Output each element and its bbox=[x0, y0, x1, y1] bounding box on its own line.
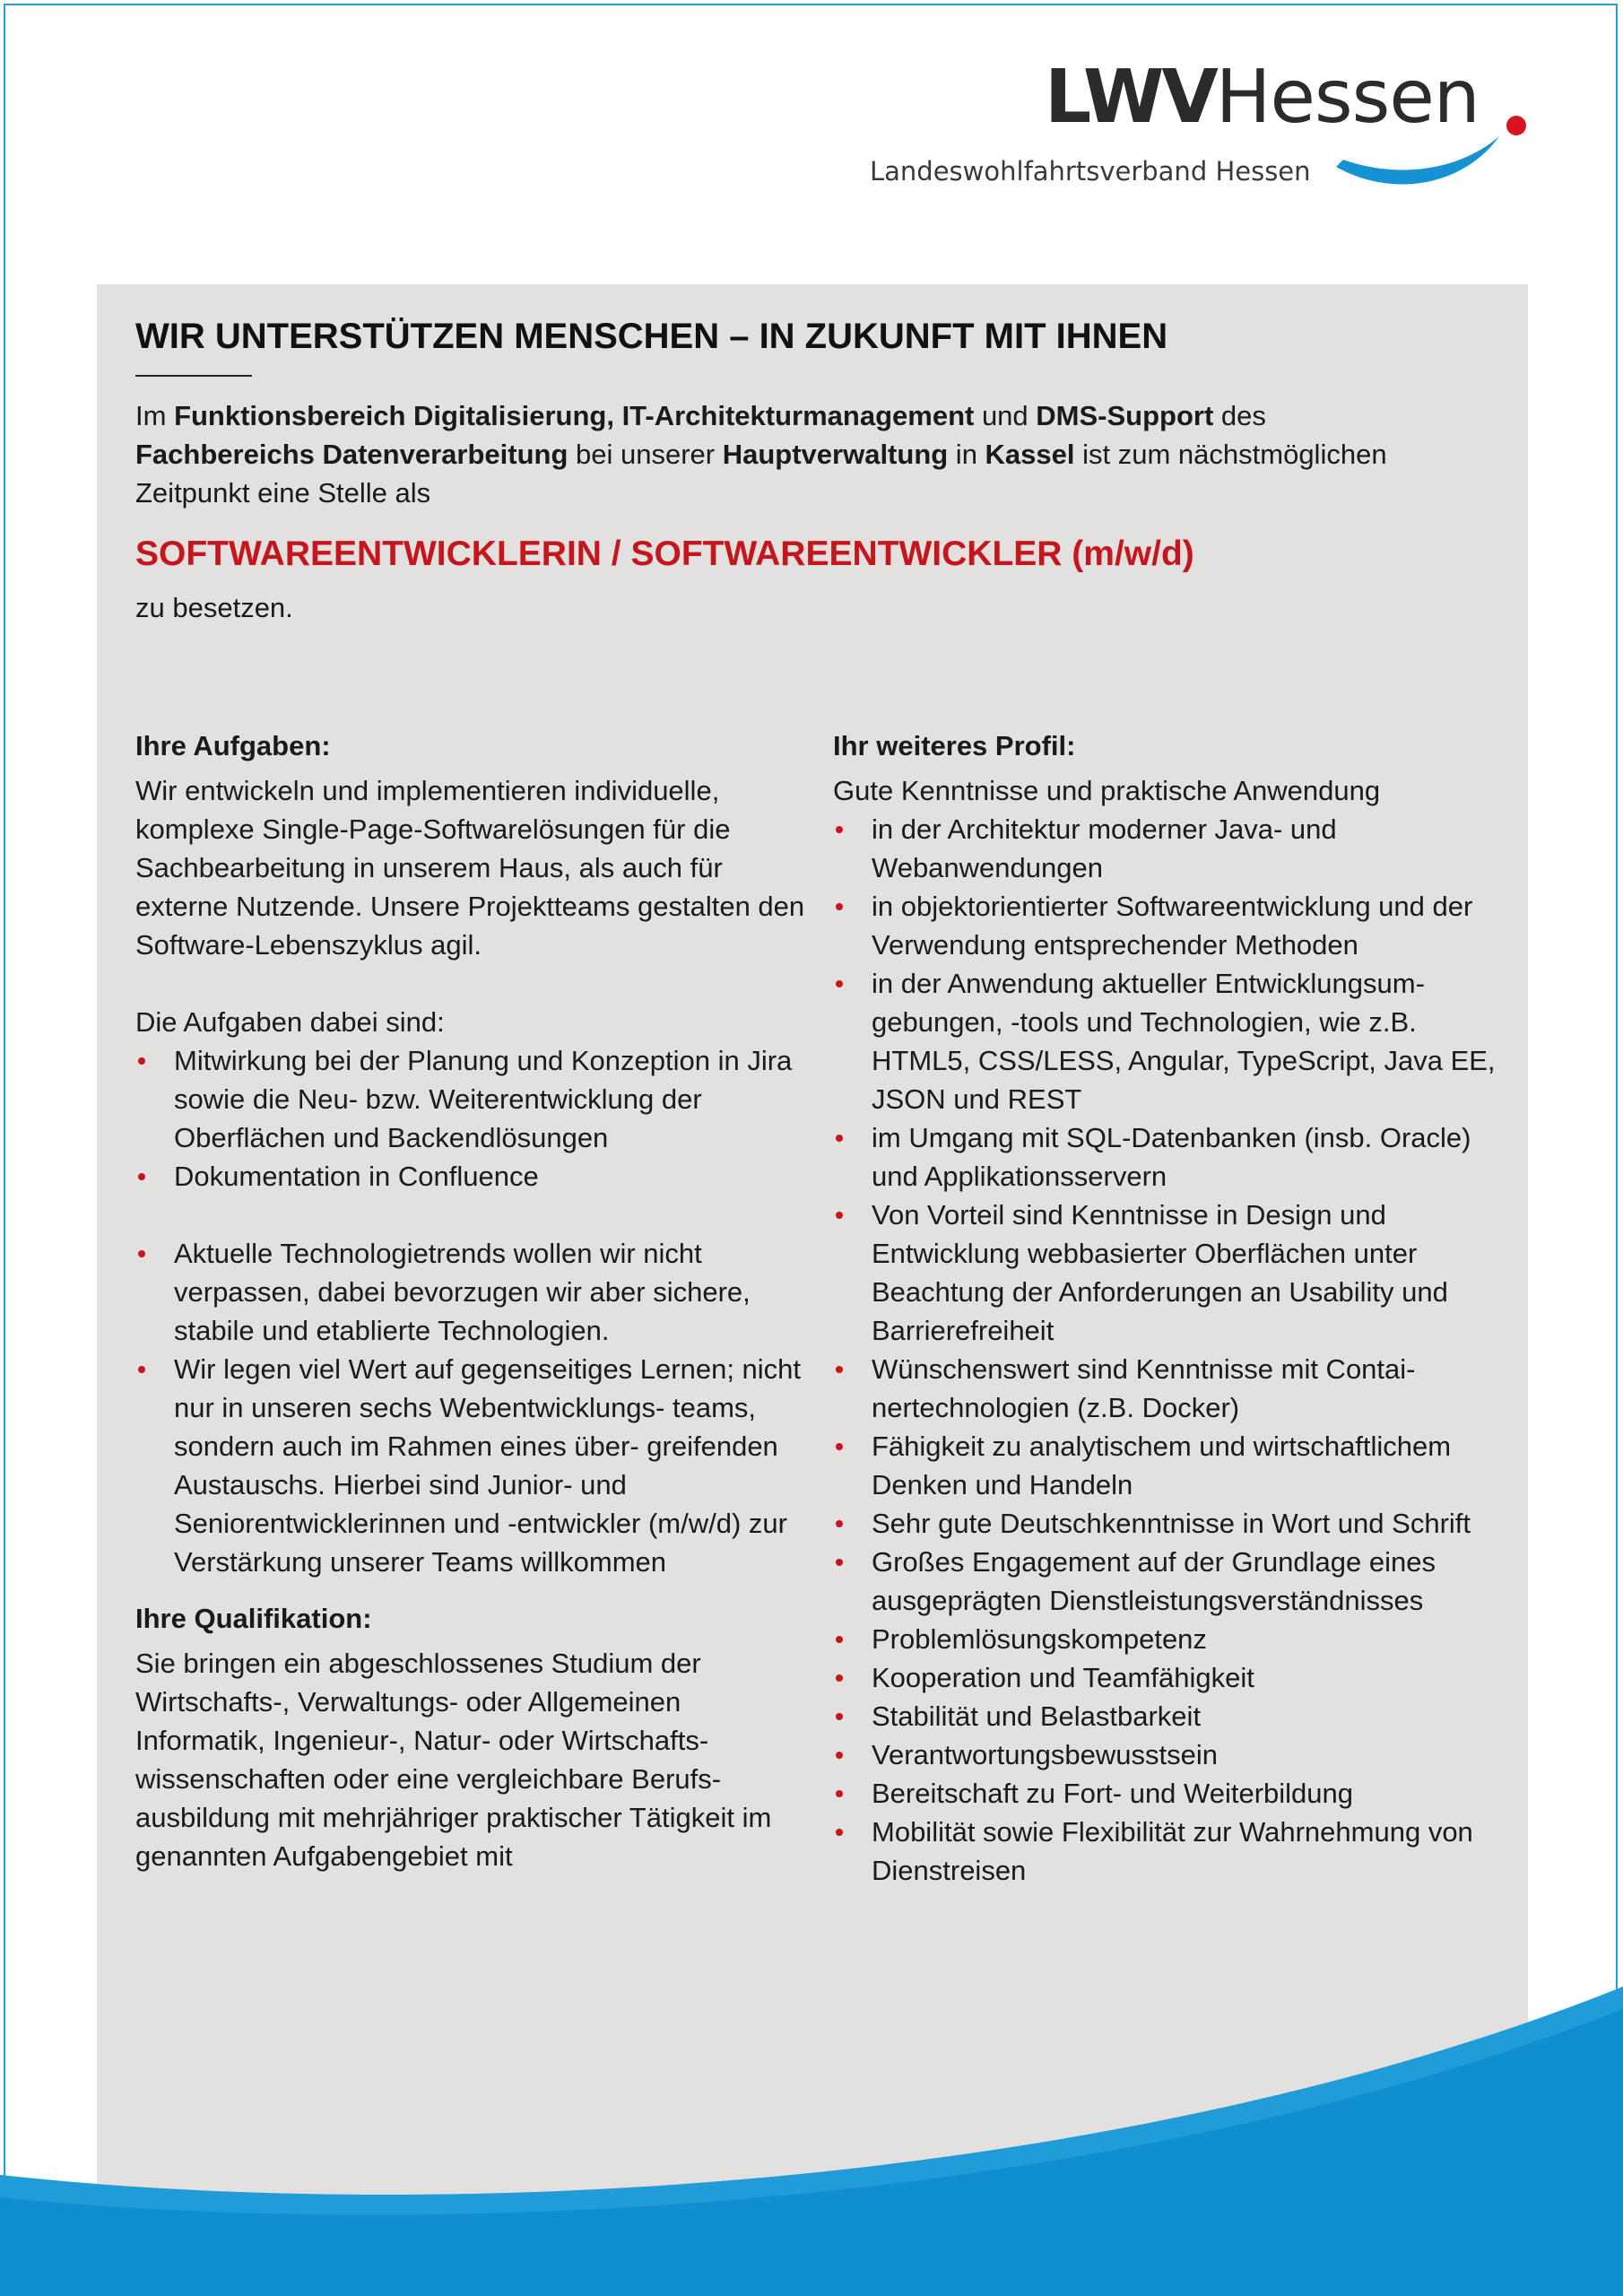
job-title: SOFTWAREENTWICKLERIN / SOFTWAREENTWICKLER (m/w/d) bbox=[135, 535, 1194, 573]
list-item: Dokumentation in Confluence bbox=[135, 1157, 817, 1196]
lwv-hessen-logo bbox=[861, 54, 1542, 206]
list-item: Stabilität und Belastbarkeit bbox=[833, 1697, 1497, 1735]
header-section bbox=[135, 314, 1498, 627]
list-item: Aktuelle Technologietrends wollen wir nicht verpassen, dabei bevorzugen wir aber sichere, stabile und etablierte Technologien. bbox=[135, 1234, 817, 1350]
profil-heading: Ihr weiteres Profil: bbox=[833, 730, 1076, 761]
list-item: Großes Engagement auf der Grundlage eines ausgeprägten Dienstleistungsverständnisses bbox=[833, 1543, 1497, 1620]
aufgaben-subheading: Die Aufgaben dabei sind: bbox=[135, 1006, 445, 1038]
list-item: in der Architektur moderner Java- und Webanwendungen bbox=[833, 810, 1497, 887]
left-column bbox=[135, 726, 817, 1875]
profil-list bbox=[833, 810, 1497, 1890]
list-item: im Umgang mit SQL-Datenbanken (insb. Oracle) und Applikationsservern bbox=[833, 1118, 1497, 1196]
list-item: in der Anwendung aktueller Entwicklungsum- gebungen, -tools und Technologien, wie z.B. HTML5, CSS/LESS, Angular, TypeScript, Java EE, JSON und REST bbox=[833, 964, 1497, 1118]
logo-subtitle: Landeswohlfahrtsverband Hessen bbox=[870, 156, 1311, 187]
besetzen-text: zu besetzen. bbox=[135, 591, 293, 623]
intro-paragraph: Im Funktionsbereich Digitalisierung, IT-Architekturmanagement und DMS-Support des Fachbereichs Datenverarbeitung bei unserer Hauptverwaltung in Kassel ist zum nächstmöglichen Zeitpunkt eine Stelle als bbox=[135, 400, 1387, 509]
page-headline: WIR UNTERSTÜTZEN MENSCHEN – IN ZUKUNFT MIT IHNEN bbox=[135, 317, 1168, 356]
list-item: Problemlösungskompetenz bbox=[833, 1620, 1497, 1658]
aufgaben-list-b bbox=[135, 1234, 817, 1581]
list-item: Fähigkeit zu analytischem und wirtschaftlichem Denken und Handeln bbox=[833, 1427, 1497, 1504]
list-item: in objektorientierter Softwareentwicklung und der Verwendung entsprechender Methoden bbox=[833, 887, 1497, 964]
aufgaben-list-a bbox=[135, 1041, 817, 1196]
qualifikation-text: Sie bringen ein abgeschlossenes Studium der Wirtschafts-, Verwaltungs- oder Allgemeinen Informatik, Ingenieur-, Natur- oder Wirtschafts- wissenschaften oder eine vergleichbare Berufs- ausbildung mit mehrjähriger praktischer Tätigkeit im genannten Aufgabengebiet mit bbox=[135, 1648, 772, 1872]
aufgaben-intro: Wir entwickeln und implementieren individuelle, komplexe Single-Page-Softwarelösungen für die Sachbearbeitung in unserem Haus, als auch für externe Nutzende. Unsere Projektteams gestalten den Software-Lebenszyklus agil. bbox=[135, 775, 805, 961]
list-item: Kooperation und Teamfähigkeit bbox=[833, 1658, 1497, 1697]
profil-intro: Gute Kenntnisse und praktische Anwendung bbox=[833, 775, 1381, 806]
list-item: Bereitschaft zu Fort- und Weiterbildung bbox=[833, 1774, 1497, 1813]
right-column bbox=[833, 726, 1497, 1890]
list-item: Von Vorteil sind Kenntnisse in Design und Entwicklung webbasierter Oberflächen unter Beachtung der Anforderungen an Usability und Barrierefreiheit bbox=[833, 1196, 1497, 1350]
headline-rule bbox=[135, 375, 252, 377]
qualifikation-heading: Ihre Qualifikation: bbox=[135, 1603, 372, 1634]
list-item: Sehr gute Deutschkenntnisse in Wort und Schrift bbox=[833, 1504, 1497, 1543]
list-item: Mobilität sowie Flexibilität zur Wahrnehmung von Dienstreisen bbox=[833, 1813, 1497, 1890]
list-item: Wünschenswert sind Kenntnisse mit Contai- nertechnologien (z.B. Docker) bbox=[833, 1350, 1497, 1427]
list-item: Verantwortungsbewusstsein bbox=[833, 1735, 1497, 1774]
logo-wordmark: LWVHessen bbox=[1045, 55, 1480, 140]
list-item: Wir legen viel Wert auf gegenseitiges Lernen; nicht nur in unseren sechs Webentwicklungs- teams, sondern auch im Rahmen eines über- greifenden Austauschs. Hierbei sind Junior- und Seniorentwicklerinnen und -entwickler (m/w/d) zur Verstärkung unserer Teams willkommen bbox=[135, 1350, 817, 1581]
list-item: Mitwirkung bei der Planung und Konzeption in Jira sowie die Neu- bzw. Weiterentwicklung der Oberflächen und Backendlösungen bbox=[135, 1041, 817, 1157]
logo-red-dot-icon bbox=[1506, 116, 1526, 135]
aufgaben-heading: Ihre Aufgaben: bbox=[135, 730, 331, 761]
